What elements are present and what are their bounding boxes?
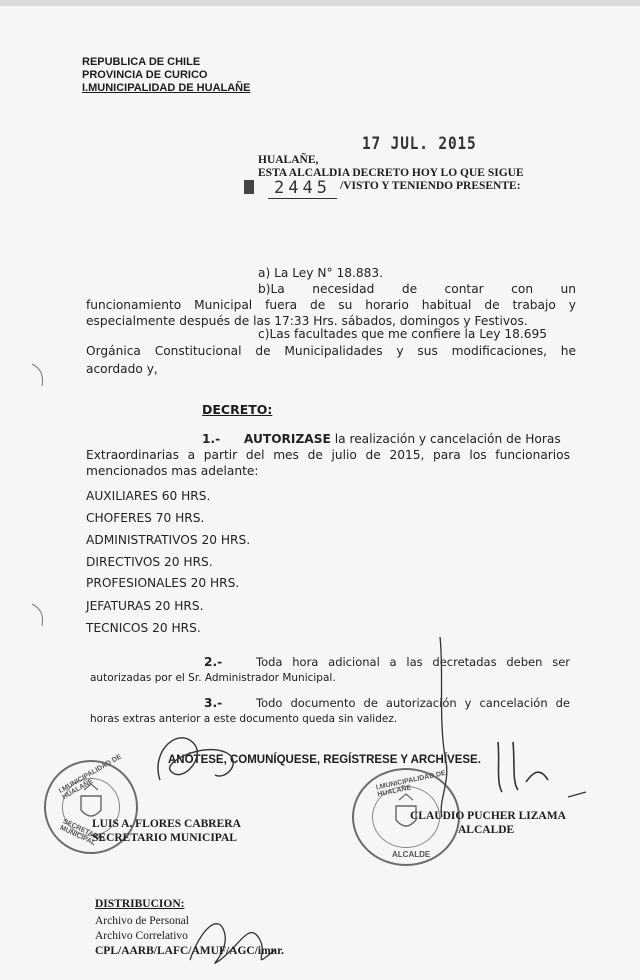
consideration-c-line2: Orgánica Constitucional de Municipalidades y sus modificaciones, he (86, 344, 576, 358)
scan-edge (0, 0, 640, 6)
mayor-title: ALCALDE (458, 824, 515, 836)
consideration-b-start: b)La (258, 282, 285, 296)
consideration-b-word: con (511, 282, 534, 296)
date-stamp: 17 JUL. 2015 (362, 134, 477, 154)
item1-number: 1.- (202, 432, 221, 446)
consideration-b-word: contar (444, 282, 484, 296)
punch-mark (30, 600, 50, 630)
item3-number: 3.- (204, 696, 223, 710)
initials-signature (180, 900, 290, 980)
consideration-b-word: de (401, 282, 418, 296)
consideration-b-line2: funcionamiento Municipal fuera de su horario habitual de trabajo y (86, 298, 576, 312)
item2-line1: Toda hora adicional a las decretadas deben ser (256, 655, 570, 669)
consideration-b-first-line (258, 282, 576, 296)
item2-line2: autorizadas por el Sr. Administrador Municipal. (90, 672, 336, 684)
header-province: PROVINCIA DE CURICO (82, 69, 208, 81)
mayor-signature (428, 632, 588, 822)
header-municipality: I.MUNICIPALIDAD DE HUALAÑE (82, 82, 251, 94)
visto-line: /VISTO Y TENIENDO PRESENTE: (340, 180, 521, 192)
hours-item: PROFESIONALES 20 HRS. (86, 576, 240, 590)
distribution-item: CPL/AARB/LAFC/AMUF/AGC/imnr. (95, 945, 285, 957)
distribution-item: Archivo de Personal (95, 915, 189, 927)
hours-item: CHOFERES 70 HRS. (86, 511, 205, 525)
stamp-mark (244, 180, 254, 194)
header-republic: REPUBLICA DE CHILE (82, 56, 201, 68)
item2-number: 2.- (204, 655, 223, 669)
hours-item: AUXILIARES 60 HRS. (86, 489, 211, 503)
item3-line2: horas extras anterior a este documento queda sin validez. (90, 713, 398, 725)
item1-rest: la realización y cancelación de Horas (330, 432, 561, 446)
seal-right-top-text: I.MUNICIPALIDAD DE HUALAÑE (375, 769, 447, 799)
consideration-c-line1: c)Las facultades que me confiere la Ley 18.695 (258, 327, 547, 341)
place-name: HUALAÑE, (258, 154, 319, 166)
hours-item: DIRECTIVOS 20 HRS. (86, 555, 213, 569)
seal-right-bottom-text: ALCALDE (392, 850, 431, 859)
distribution-title: DISTRIBUCION: (95, 898, 185, 910)
closing-formula: ANÓTESE, COMUNÍQUESE, REGÍSTRESE Y ARCHÍVESE. (168, 754, 481, 766)
item1-line2: Extraordinarias a partir del mes de julio de 2015, para los funcionarios (86, 448, 570, 462)
seal-left-bottom-text: SECRETARIO MUNICIPAL (58, 818, 106, 848)
hours-item: ADMINISTRATIVOS 20 HRS. (86, 533, 251, 547)
secretary-name: LUIS A. FLORES CABRERA (92, 818, 241, 830)
consideration-b-word: necesidad (312, 282, 375, 296)
item1-keyword: AUTORIZASE (243, 432, 331, 446)
decree-number: 2445 (268, 178, 337, 199)
hours-item: TECNICOS 20 HRS. (86, 621, 201, 635)
item1-line3: mencionados mas adelante: (86, 464, 259, 478)
item1-first-line (202, 432, 561, 446)
consideration-b-line3: especialmente después de las 17:33 Hrs. sábados, domingos y Festivos. (86, 314, 528, 328)
consideration-b-word: un (560, 282, 576, 296)
punch-mark (30, 360, 50, 390)
item3-line1: Todo documento de autorización y cancelación de (256, 696, 570, 710)
alcaldia-line: ESTA ALCALDIA DECRETO HOY LO QUE SIGUE (258, 167, 524, 179)
distribution-item: Archivo Correlativo (95, 930, 188, 942)
consideration-c-line3: acordado y, (86, 362, 158, 376)
decreto-title: DECRETO: (202, 402, 273, 417)
consideration-a: a) La Ley N° 18.883. (258, 266, 383, 280)
seal-left-top-text: I.MUNICIPALIDAD DE HUALAÑE (57, 753, 123, 802)
secretary-signature (140, 720, 250, 800)
secretary-title: SECRETARIO MUNICIPAL (92, 832, 237, 844)
mayor-name: CLAUDIO PUCHER LIZAMA (410, 810, 566, 822)
hours-item: JEFATURAS 20 HRS. (86, 599, 204, 613)
